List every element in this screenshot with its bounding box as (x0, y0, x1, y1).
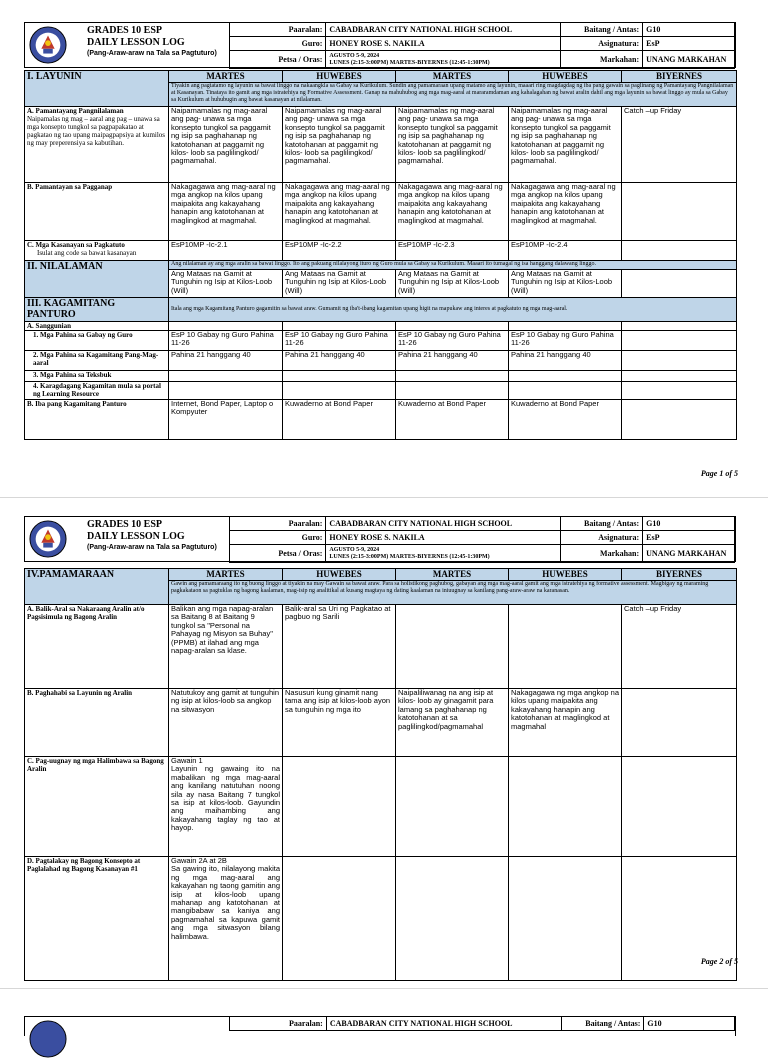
deped-seal-icon (29, 520, 67, 558)
guro-value: HONEY ROSE S. NAKILA (326, 37, 560, 51)
cell-p2c-1: Gawain 1 Layunin ng gawaing ito na mabalikan ng mga mag-aaral ang kanilang natutuhan noong sila ay nasa Baitang 7 tungkol sa isip at kilos-loob. Gayundin ang maihambing ang kakayahang taglay ng tao at hayop. (169, 757, 283, 857)
deped-seal-icon (29, 1020, 67, 1058)
cell-p2d-1: Gawain 2A at 2B Sa gawing ito, nilalayong makita ng mga mag-aaral ang kakayahan ng taong gamitin ang isip at kilos-loob upang mahanap ang katotohanan at mangibabaw sa kaniya ang pagmamahal sa kapuwa gamit ang mga sitwasyon bilang halimbawa. (169, 857, 283, 981)
markahan-label: Markahan: (560, 51, 642, 69)
baitang-value: G10 (644, 1017, 735, 1031)
karagdagang-kagamitan-label: 4. Karagdagang Kagamitan mula sa portal ng Learning Resource (25, 382, 169, 400)
deped-seal-icon (29, 26, 67, 64)
cell-p2b-4: Nakagagawa ng mga angkop na kilos upang maipakita ang kakayahang hanapin ang katotohanan at maglingkod at magmahal (509, 689, 622, 757)
sanggunian-label: A. Sanggunian (25, 322, 169, 331)
baitang-label: Baitang / Antas: (561, 1017, 644, 1031)
cell-nil-3: Ang Mataas na Gamit at Tunguhin ng Isip at Kilos-Loob (Will) (396, 270, 509, 298)
asignatura-value: EsP (643, 37, 735, 51)
cell-c-3: EsP10MP -Ic-2.3 (396, 241, 509, 261)
cell-a-3: Naipamamalas ng mag-aaral ang pag- unawa sa mga konsepto tungkol sa paggamit ng isip sa paghahanap ng katotohanan at paggamit ng kilos- loob sa paglilingkod/ pagmamahal. (396, 107, 509, 183)
page-header (24, 1016, 736, 1036)
doc-grade: GRADES 10 ESP (87, 519, 163, 530)
cell-a-5: Catch –up Friday (622, 107, 737, 183)
day-header: MARTES (396, 71, 509, 83)
day-header: HUWEBES (283, 71, 396, 83)
cell-r1-2: EsP 10 Gabay ng Guro Pahina 11-26 (283, 331, 396, 351)
cell-p2b-1: Natutukoy ang gamit at tunguhin ng isip at kilos-loob sa angkop na sitwasyon (169, 689, 283, 757)
paaralan-label: Paaralan: (230, 517, 326, 531)
cell-r2-2: Pahina 21 hanggang 40 (283, 351, 396, 371)
cell-r5-1: Internet, Bond Paper, Laptop o Kompyuter (169, 400, 283, 440)
baitang-label: Baitang / Antas: (560, 23, 642, 37)
doc-grade: GRADES 10 ESP (87, 25, 163, 36)
cell-c-5 (622, 241, 737, 261)
asignatura-value: EsP (643, 531, 735, 545)
day-header: MARTES (169, 569, 283, 581)
day-header: HUWEBES (509, 569, 622, 581)
kagamitang-pang-mag-aaral-label: 2. Mga Pahina sa Kagamitang Pang-Mag-aaral (25, 351, 169, 371)
cell-p2d-3 (396, 857, 509, 981)
cell-nil-5 (622, 270, 737, 298)
cell-p2b-3: Naipaliliwanag na ang isip at kilos- loob ay ginagamit para lamang sa paghahanap ng katotohanan at sa paglilingkod/pagmamahal (396, 689, 509, 757)
paaralan-value: CABADBARAN CITY NATIONAL HIGH SCHOOL (326, 517, 560, 531)
petsa-label: Petsa / Oras: (230, 545, 326, 563)
cell-c-2: EsP10MP -Ic-2.2 (283, 241, 396, 261)
cell-nil-4: Ang Mataas na Gamit at Tunguhin ng Isip at Kilos-Loob (Will) (509, 270, 622, 298)
cell-r5-2: Kuwaderno at Bond Paper (283, 400, 396, 440)
baitang-label: Baitang / Antas: (560, 517, 642, 531)
cell-r5-3: Kuwaderno at Bond Paper (396, 400, 509, 440)
petsa-value: AGUSTO 5-9, 2024 LUNES (2:15-3:00PM) MARTES-BIYERNES (12:45-1:30PM) (326, 545, 560, 563)
layunin-description: Tiyakin ang pagtatamo ng layunin sa bawat linggo na nakaangkla sa Gabay sa Kurikulum. Sundin ang pamamaraan upang matamo ang layunin, maaari ring magdagdag ng iba pang gawain sa paglinang ng Pamantayang Pangnilalaman at Kasanayan. Tinataya ito gamit ang mga istratehiya ng Formative Assessment. Ganap na mahuhubog ang mga mag-aaral at mararamdaman ang kahalagahan ng bawat aralin dahil ang mga layunin sa bawat linggo ay mula sa Gabay sa Kurikulum at huhubugin ang bawat kasanayan at nilalaman. (169, 83, 737, 107)
cell-p2d-2 (283, 857, 396, 981)
nilalaman-heading: II. NILALAMAN (25, 261, 169, 298)
cell-r5-4: Kuwaderno at Bond Paper (509, 400, 622, 440)
pamamaraan-description: Gawin ang pamamaraang ito ng buong linggo at tiyakin na may Gawain sa bawat araw. Para sa holistikong paghubog, gabayan ang mga mag-aaral gamit ang mga istratehiya ng formative assessment. Magbigay ng maraming pagkakataon sa pagtuklas ng bagong kaalaman, mag-isip ng analitikal at kusang magtaya ng dating kaalaman na iniuugnay sa kanilang pang-araw-araw na karanasan. (169, 581, 737, 605)
day-header: MARTES (169, 71, 283, 83)
cell-r1-1: EsP 10 Gabay ng Guro Pahina 11-26 (169, 331, 283, 351)
doc-title: DAILY LESSON LOG (87, 37, 185, 48)
cell-p2c-5 (622, 757, 737, 857)
guro-value: HONEY ROSE S. NAKILA (326, 531, 560, 545)
header-fields (229, 22, 735, 69)
pag-uugnay-label: C. Pag-uugnay ng mga Halimbawa sa Bagong Aralin (25, 757, 169, 857)
cell-r2-3: Pahina 21 hanggang 40 (396, 351, 509, 371)
markahan-value: UNANG MARKAHAN (643, 545, 735, 563)
lesson-table-1 (24, 70, 737, 440)
cell-b-5 (622, 183, 737, 241)
cell-r2-5 (622, 351, 737, 371)
cell-a-1: Naipamamalas ng mag-aaral ang pag- unawa sa mga konsepto tungkol sa paggamit ng isip sa paghahanap ng katotohanan at paggamit ng kilos- loob sa paglilingkod/ pagmamahal. (169, 107, 283, 183)
cell-p2c-2 (283, 757, 396, 857)
doc-subtitle: (Pang-Araw-araw na Tala sa Pagtuturo) (87, 544, 217, 551)
cell-p2a-1: Balikan ang mga napag-aralan sa Baitang 8 at Baitang 9 tungkol sa "Personal na Pahayag ng Misyon sa Buhay" (PPMB) at ilahad ang mga napag-aralan sa klase. (169, 605, 283, 689)
cell-r1-4: EsP 10 Gabay ng Guro Pahina 11-26 (509, 331, 622, 351)
paaralan-value: CABADBARAN CITY NATIONAL HIGH SCHOOL (326, 1017, 561, 1031)
cell-p2a-2: Balik-aral sa Uri ng Pagkatao at pagbuo ng Sarili (283, 605, 396, 689)
cell-p2c-4 (509, 757, 622, 857)
doc-title: DAILY LESSON LOG (87, 531, 185, 542)
day-header: BIYERNES (622, 569, 737, 581)
cell-p2b-2: Nasusuri kung ginamit nang tama ang isip at kilos-loob ayon sa tunguhin ng mga ito (283, 689, 396, 757)
mga-kasanayan-label: C. Mga Kasanayan sa Pagkatuto Isulat ang code sa bawat kasanayan (25, 241, 169, 261)
header-fields (229, 516, 735, 563)
day-header: MARTES (396, 569, 509, 581)
kagamitan-description: Itala ang mga Kagamitang Panturo gagamitin sa bawat araw. Gumamit ng iba't-ibang kagamitan upang higit na mapukaw ang interes at pagkatuto ng mga mag-aaral. (169, 298, 737, 322)
day-header: BIYERNES (622, 71, 737, 83)
day-header: HUWEBES (283, 569, 396, 581)
asignatura-label: Asignatura: (560, 37, 642, 51)
paghahabi-label: B. Paghahabi sa Layunin ng Aralin (25, 689, 169, 757)
cell-p2c-3 (396, 757, 509, 857)
cell-p2a-3 (396, 605, 509, 689)
cell-a-4: Naipamamalas ng mag-aaral ang pag- unawa sa mga konsepto tungkol sa paggamit ng isip sa paghahanap ng katotohanan at paggamit ng kilos- loob sa paglilingkod/ pagmamahal. (509, 107, 622, 183)
cell-r2-4: Pahina 21 hanggang 40 (509, 351, 622, 371)
paaralan-label: Paaralan: (230, 1017, 327, 1031)
cell-r5-5 (622, 400, 737, 440)
baitang-value: G10 (643, 517, 735, 531)
petsa-value: AGUSTO 5-9, 2024 LUNES (2:15-3:00PM) MARTES-BIYERNES (12:45-1:30PM) (326, 51, 560, 69)
markahan-label: Markahan: (560, 545, 642, 563)
balik-aral-label: A. Balik-Aral sa Nakaraang Aralin at/o Pagsisimula ng Bagong Aralin (25, 605, 169, 689)
asignatura-label: Asignatura: (560, 531, 642, 545)
cell-p2a-4 (509, 605, 622, 689)
day-header: HUWEBES (509, 71, 622, 83)
cell-a-2: Naipamamalas ng mag-aaral ang pag- unawa sa mga konsepto tungkol sa paggamit ng isip sa paghahanap ng katotohanan at paggamit ng kilos- loob sa paglilingkod/ pagmamahal. (283, 107, 396, 183)
guro-label: Guro: (230, 37, 326, 51)
pamantayang-pangnilalaman-label: A. Pamantayang Pangnilalaman Naipamalas ng mag – aaral ang pag – unawa sa mga konsepto tungkol sa pagpapakatao at pagkatao ng tao upang maipagpapsiya at kumilos ng may preperensiya sa kabutihan. (25, 107, 169, 183)
page-number: Page 1 of 5 (700, 469, 738, 478)
cell-r2-1: Pahina 21 hanggang 40 (169, 351, 283, 371)
iba-pang-kagamitan-label: B. Iba pang Kagamitang Panturo (25, 400, 169, 440)
lesson-table-2 (24, 568, 737, 981)
cell-c-4: EsP10MP -Ic-2.4 (509, 241, 622, 261)
page-header (24, 22, 736, 68)
cell-nil-2: Ang Mataas na Gamit at Tunguhin ng Isip at Kilos-Loob (Will) (283, 270, 396, 298)
pamantayan-sa-pagganap-label: B. Pamantayan sa Pagganap (25, 183, 169, 241)
pamamaraan-heading: IV.PAMAMARAAN (25, 569, 169, 605)
cell-nil-1: Ang Mataas na Gamit at Tunguhin ng Isip at Kilos-Loob (Will) (169, 270, 283, 298)
teksbuk-label: 3. Mga Pahina sa Teksbuk (25, 371, 169, 382)
cell-p2d-4 (509, 857, 622, 981)
nilalaman-description: Ang nilalaman ay ang mga aralin sa bawat linggo. Ito ang pakuang nilalayong ituro ng Guro mula sa Gabay sa Kurikulum. Maaari ito tumagal ng isa hanggang dalawang linggo. (169, 261, 737, 270)
cell-p2b-5 (622, 689, 737, 757)
pagtalakay-label: D. Pagtalakay ng Bagong Konsepto at Paglalahad ng Bagong Kasanayan #1 (25, 857, 169, 981)
markahan-value: UNANG MARKAHAN (643, 51, 735, 69)
layunin-heading: I. LAYUNIN (25, 71, 169, 107)
cell-b-4: Nakagagawa ang mag-aaral ng mga angkop na kilos upang maipakita ang kakayahang hanapin ang katotohanan at maglingkod at magmahal. (509, 183, 622, 241)
cell-r1-3: EsP 10 Gabay ng Guro Pahina 11-26 (396, 331, 509, 351)
petsa-label: Petsa / Oras: (230, 51, 326, 69)
guro-label: Guro: (230, 531, 326, 545)
paaralan-value: CABADBARAN CITY NATIONAL HIGH SCHOOL (326, 23, 560, 37)
doc-subtitle: (Pang-Araw-araw na Tala sa Pagtuturo) (87, 50, 217, 57)
cell-p2a-5: Catch –up Friday (622, 605, 737, 689)
page-header (24, 516, 736, 562)
paaralan-label: Paaralan: (230, 23, 326, 37)
cell-b-2: Nakagagawa ang mag-aaral ng mga angkop na kilos upang maipakita ang kakayahang hanapin ang katotohanan at maglingkod at magmahal. (283, 183, 396, 241)
gabay-ng-guro-label: 1. Mga Pahina sa Gabay ng Guro (25, 331, 169, 351)
cell-r1-5 (622, 331, 737, 351)
page-number: Page 2 of 5 (700, 957, 738, 966)
baitang-value: G10 (643, 23, 735, 37)
cell-b-3: Nakagagawa ang mag-aaral ng mga angkop na kilos upang maipakita ang kakayahang hanapin ang katotohanan at maglingkod at magmahal. (396, 183, 509, 241)
cell-b-1: Nakagagawa ang mag-aaral ng mga angkop na kilos upang maipakita ang kakayahang hanapin ang katotohanan at maglingkod at magmahal. (169, 183, 283, 241)
kagamitan-heading: III. KAGAMITANG PANTURO (25, 298, 169, 322)
cell-c-1: EsP10MP -Ic-2.1 (169, 241, 283, 261)
